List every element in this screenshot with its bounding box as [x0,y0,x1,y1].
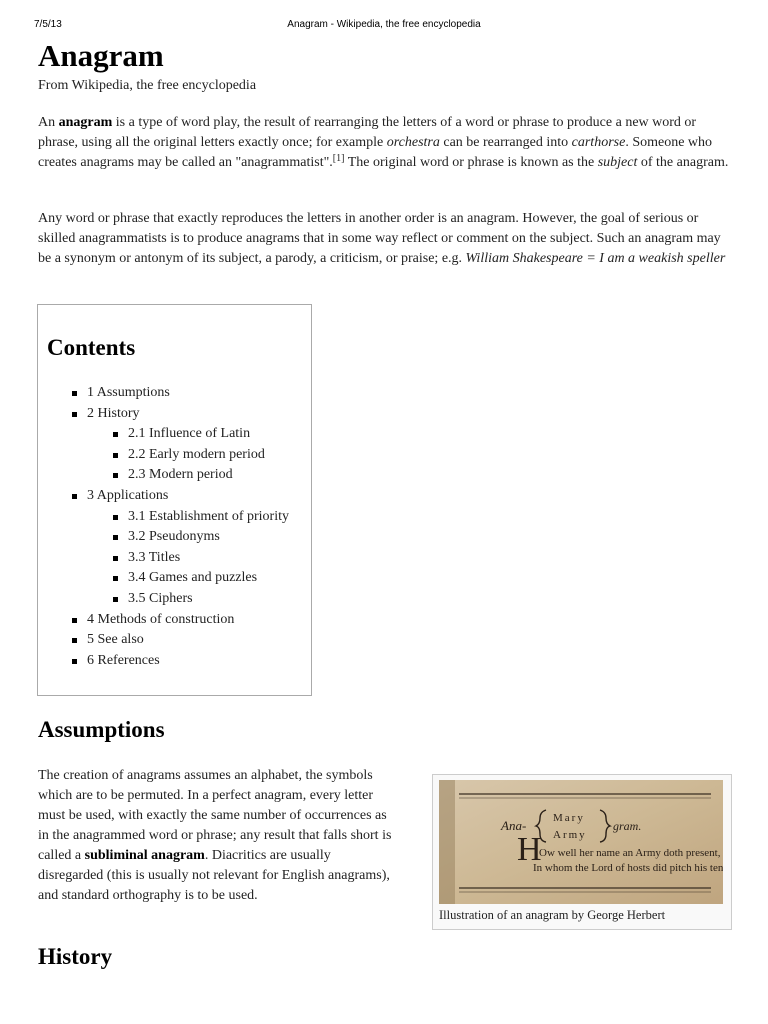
term-subliminal-anagram: subliminal anagram [84,848,205,863]
toc-item-label: 3.5 Ciphers [128,590,193,606]
text-run: The creation of anagrams assumes an alphabet, the symbols which are to be permuted. In a perfect anagram, every letter must be used, with exactly the same number of occurrences as in the anagrammed word or phrase; any result that falls short is called a [38,768,392,863]
toc-subitem[interactable] [38,507,311,528]
bullet-icon [72,618,77,623]
section-heading-assumptions: Assumptions [38,717,165,742]
toc-item-label: 3 Applications [87,487,169,503]
toc-item-label: 2.3 Modern period [128,467,233,483]
toc-item[interactable] [38,404,311,425]
toc-list [38,383,311,671]
print-page-title: Anagram - Wikipedia, the free encyclopedia [287,19,481,30]
example-anagram: William Shakespeare = I am a weakish speller [465,251,726,266]
assumptions-paragraph [38,766,398,906]
bullet-icon [113,515,118,520]
print-date: 7/5/13 [34,19,62,30]
bullet-icon [113,473,118,478]
figure-text-gram: gram. [613,819,642,833]
text-run: of the anagram. [637,155,729,170]
reference-link[interactable]: [1] [332,153,345,164]
toc-subitem[interactable] [38,589,311,610]
bullet-icon [72,659,77,664]
toc-subitem[interactable] [38,445,311,466]
bullet-icon [72,391,77,396]
toc-item[interactable] [38,486,311,507]
bullet-icon [113,556,118,561]
text-run: The original word or phrase is known as the [344,155,598,170]
term-subject: subject [597,155,638,170]
toc-item[interactable] [38,630,311,651]
figure-text-line-2: In whom the Lord of hosts did pitch his tent! [533,862,723,874]
bullet-icon [113,535,118,540]
intro-paragraph-2 [38,209,732,269]
bullet-icon [113,453,118,458]
toc-item-label: 3.3 Titles [128,549,181,565]
svg-text:H: H [517,831,542,868]
text-run: can be rearranged into [439,135,572,150]
toc-item-label: 2 History [87,405,140,421]
toc-item-label: 5 See also [87,632,144,648]
toc-item[interactable] [38,383,311,404]
bullet-icon [72,638,77,643]
text-run: is a type of word play, the result of rearranging the letters of a word or phrase to produce a new word or phrase, using all the original letters exactly once; for example [38,115,697,150]
section-heading-history: History [38,944,113,969]
toc-subitem[interactable] [38,527,311,548]
toc-item-label: 2.2 Early modern period [128,446,265,462]
toc-subitem[interactable] [38,548,311,569]
toc-subitem[interactable] [38,568,311,589]
site-tagline: From Wikipedia, the free encyclopedia [38,78,257,93]
bullet-icon [72,494,77,499]
toc-subitem[interactable] [38,465,311,486]
text-run: . Diacritics are usually disregarded (this is usually not relevant for English anagrams), and standard orthography is to be used. [38,848,390,903]
toc-item-label: 3.1 Establishment of priority [128,508,289,524]
example-word: carthorse [571,135,626,150]
figure-text-army: Army [553,829,587,841]
page-title: Anagram [38,38,164,73]
term-anagram: anagram [58,115,113,130]
bullet-icon [72,412,77,417]
toc-item-label: 3.4 Games and puzzles [128,570,258,586]
table-of-contents [37,304,312,696]
figure-text-line-1: Ow well her name an Army doth present, [539,847,721,859]
bullet-icon [113,597,118,602]
print-header [0,0,768,40]
toc-item-label: 6 References [87,652,160,668]
text-run: . Someone who creates anagrams may be called an "anagrammatist". [38,135,713,170]
toc-item-label: 2.1 Influence of Latin [128,426,251,442]
figure-caption: Illustration of an anagram by George Herbert [439,908,666,922]
bullet-icon [113,432,118,437]
example-word: orchestra [386,135,440,150]
toc-item[interactable] [38,610,311,631]
toc-subitem[interactable] [38,424,311,445]
toc-item-label: 1 Assumptions [87,385,170,400]
toc-item-label: 4 Methods of construction [87,611,235,627]
bullet-icon [113,576,118,581]
toc-title: Contents [47,335,136,360]
figure-george-herbert [432,774,732,930]
anagram-illustration-image[interactable] [439,780,723,904]
toc-item[interactable] [38,651,311,672]
intro-paragraph-1 [38,113,732,173]
figure-text-mary: Mary [553,812,585,824]
figure-text-ana: Ana- [501,818,527,833]
text-run: An [38,115,59,130]
toc-item-label: 3.2 Pseudonyms [128,529,220,545]
text-run: Any word or phrase that exactly reproduces the letters in another order is an anagram. However, the goal of serious or skilled anagrammatists is to produce anagrams that in some way reflect or comment on the subject. Such an anagram may be a synonym or antonym of its subject, a parody, a criticism, or praise; e.g. [38,211,721,266]
